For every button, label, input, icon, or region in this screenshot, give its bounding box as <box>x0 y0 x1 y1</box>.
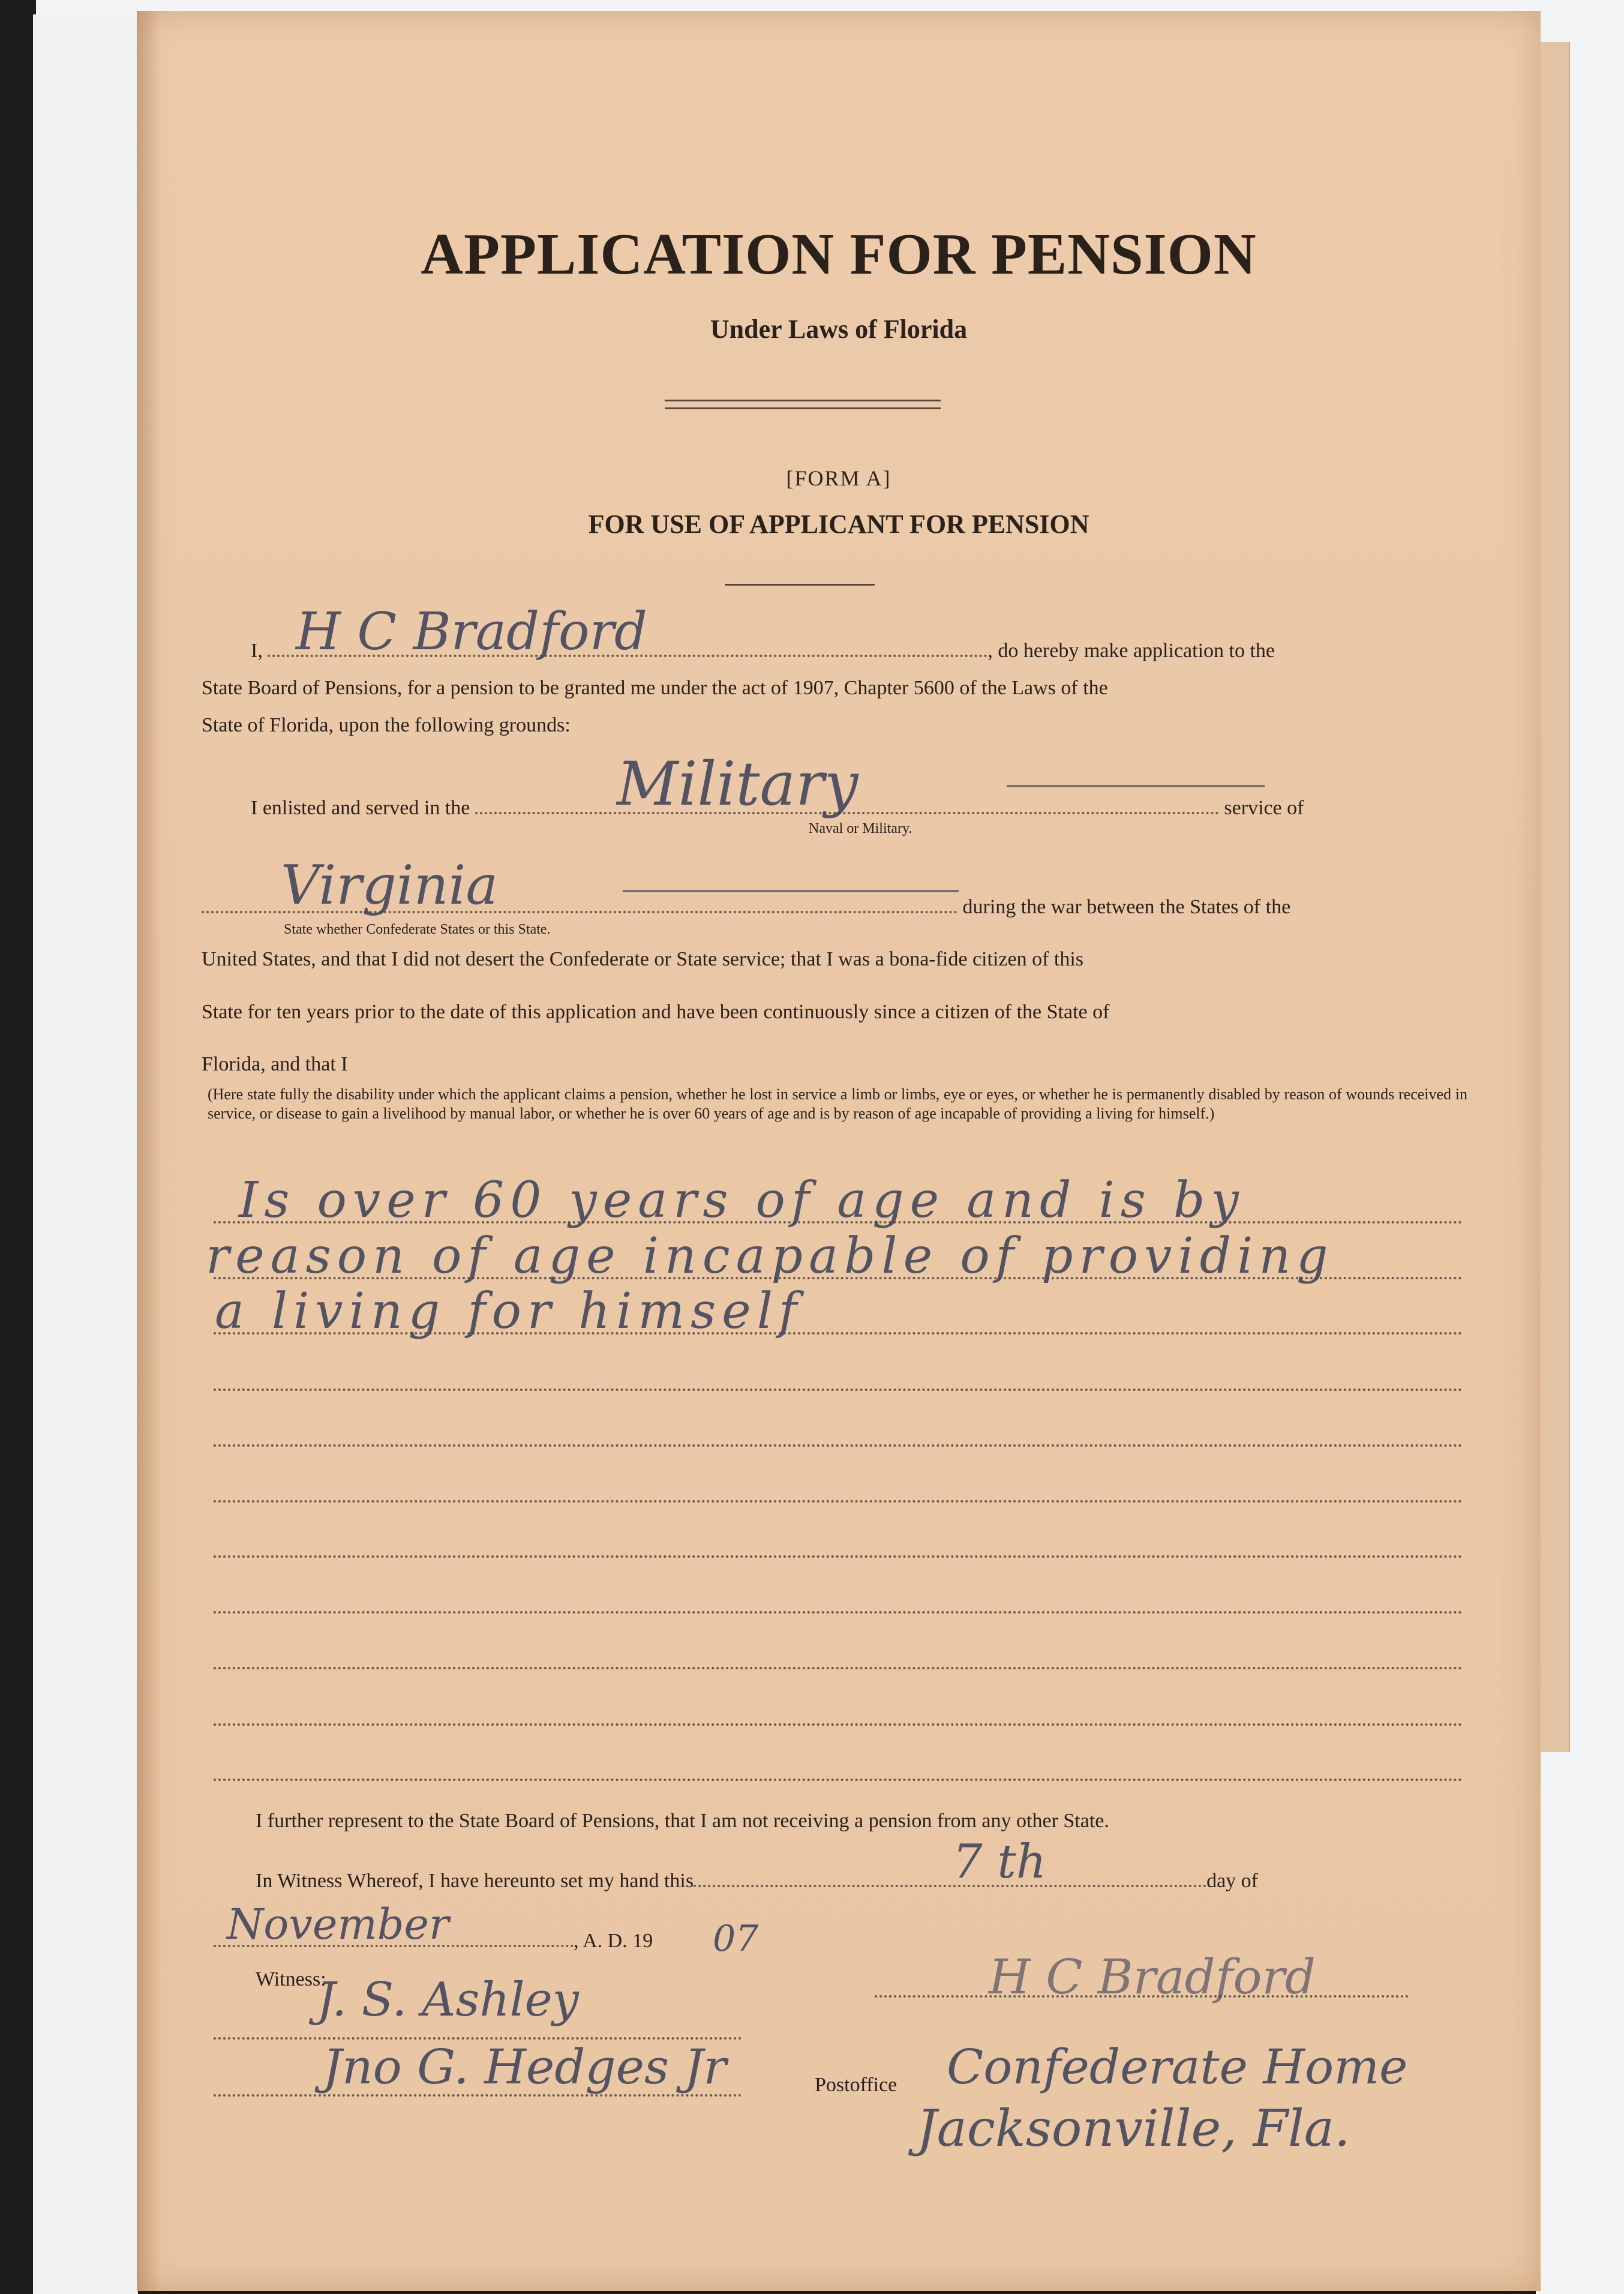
disability-instructions: (Here state fully the disability under which the applicant claims a pension, whether he lost in service a limb or limbs, eye or eyes, or whether he is permanently disabled by reason of wounds received in service, or disease to gain a livelihood by manual labor, or whether he is over 60 years of age and is by reason of age incapable of providing a living for himself.) <box>208 1085 1467 1122</box>
state-suffix: during the war between the States of the <box>962 896 1291 918</box>
day-handwritten: 7 th <box>953 1835 1046 1889</box>
applicant-prefix: I, <box>251 640 263 662</box>
year-prefix: , A. D. 19 <box>574 1930 653 1952</box>
disability-line-5 <box>214 1443 1463 1447</box>
not-receiving-statement: I further represent to the State Board of Pensions, that I am not receiving a pension from any other State. <box>256 1810 1109 1832</box>
month-handwritten: November <box>227 1900 449 1949</box>
handwritten-stroke <box>1007 785 1265 787</box>
service-suffix: service of <box>1224 797 1304 819</box>
state-line2: United States, and that I did not desert the Confederate or State service; that I was a bona-fide citizen of this <box>202 948 1084 970</box>
year-handwritten: 07 <box>713 1918 759 1960</box>
disability-handwritten-1: Is over 60 years of age and is by <box>239 1172 1245 1229</box>
scan-background-left <box>33 14 138 2294</box>
disability-handwritten-2: reason of age incapable of providing <box>206 1228 1334 1285</box>
form-label: [FORM A] <box>786 466 891 490</box>
disability-line-11 <box>214 1777 1463 1781</box>
double-rule-divider <box>665 400 941 409</box>
service-handwritten: Military <box>617 749 858 819</box>
disability-line-4 <box>214 1387 1463 1391</box>
service-hint: Naval or Military. <box>809 821 912 836</box>
applicant-name-handwritten: H C Bradford <box>296 602 647 662</box>
service-prefix: I enlisted and served in the <box>251 797 470 819</box>
state-line3: State for ten years prior to the date of this application and have been continuously since a citizen of the State of <box>202 1001 1110 1023</box>
state-handwritten: Virginia <box>281 854 499 917</box>
witness-2-signature: Jno G. Hedges Jr <box>323 2039 727 2095</box>
witness-label: Witness: <box>256 1968 326 1990</box>
document-title: APPLICATION FOR PENSION <box>421 222 1257 287</box>
single-rule-divider <box>725 584 875 586</box>
use-heading: FOR USE OF APPLICANT FOR PENSION <box>588 509 1089 539</box>
day-suffix: day of <box>1206 1870 1258 1892</box>
disability-line-6 <box>214 1499 1463 1503</box>
postoffice-line-1: Confederate Home <box>947 2039 1408 2095</box>
paper-stain <box>137 11 161 2291</box>
pension-application-page <box>137 11 1541 2291</box>
disability-line-7 <box>214 1554 1463 1558</box>
postoffice-line-2: Jacksonville, Fla. <box>917 2099 1350 2158</box>
witness-whereof-line <box>256 1870 1258 1893</box>
day-blank <box>694 1880 1206 1887</box>
witness-whereof-prefix: In Witness Whereof, I have hereunto set my hand this <box>256 1870 694 1892</box>
disability-line-8 <box>214 1610 1463 1614</box>
witness-1-signature: J. S. Ashley <box>317 1973 579 2027</box>
document-subtitle: Under Laws of Florida <box>710 314 968 344</box>
para1-line3: State of Florida, upon the following grounds: <box>202 714 571 736</box>
postoffice-label: Postoffice <box>815 2074 897 2096</box>
applicant-line-suffix: , do hereby make application to the <box>987 640 1275 662</box>
state-hint: State whether Confederate States or this State. <box>284 922 551 937</box>
disability-line-9 <box>214 1666 1463 1669</box>
disability-handwritten-3: a living for himself <box>215 1283 803 1340</box>
handwritten-stroke <box>623 890 959 892</box>
state-line4: Florida, and that I <box>202 1053 348 1075</box>
applicant-signature: H C Bradford <box>989 1949 1316 2005</box>
para1-line2: State Board of Pensions, for a pension to be granted me under the act of 1907, Chapter 5600 of the Laws of the <box>202 677 1108 699</box>
disability-line-10 <box>214 1722 1463 1726</box>
